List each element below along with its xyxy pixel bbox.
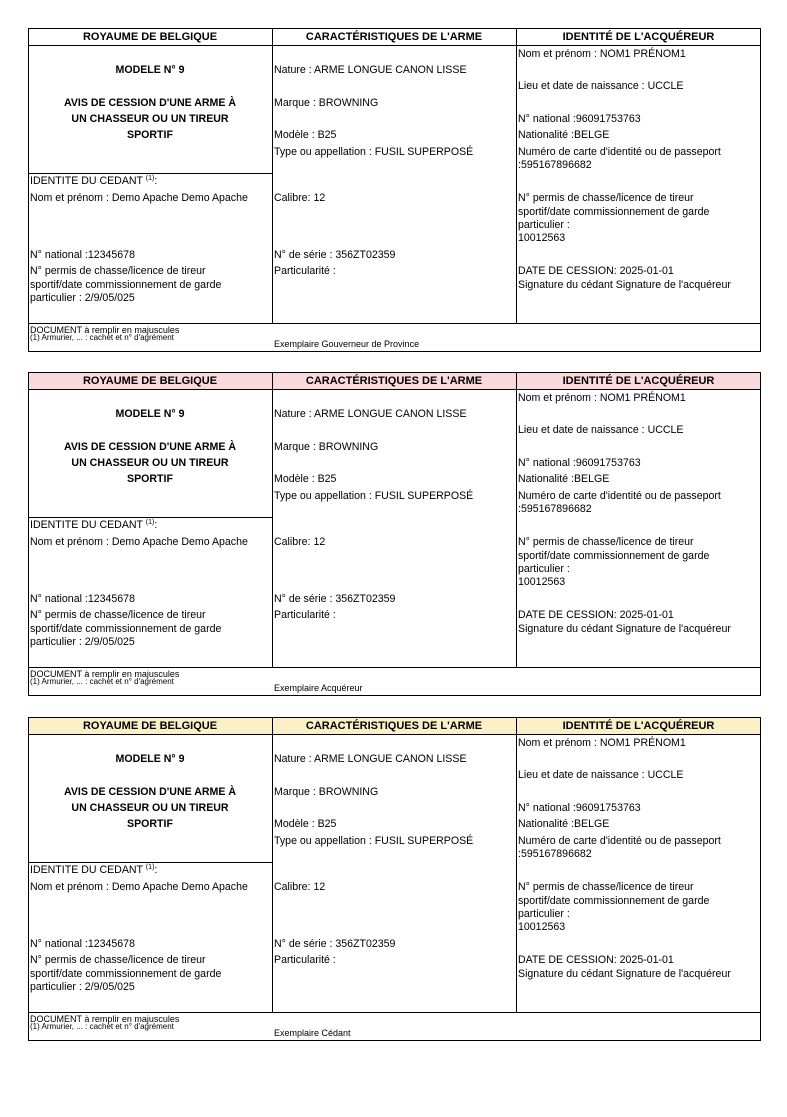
form-title-line: SPORTIF (127, 473, 173, 485)
exemplaire-label: Exemplaire Gouverneur de Province (274, 339, 420, 349)
form-title-line: SPORTIF (127, 818, 173, 830)
acquereur-permit-line: N° permis de chasse/licence de tireur (518, 881, 694, 893)
cedant-name: Nom et prénom : Demo Apache Demo Apache (30, 536, 248, 548)
footer-footnote: (1) Armurier, ... : cachet et n° d'agrément (30, 333, 174, 342)
arme-type: Type ou appellation : FUSIL SUPERPOSÉ (274, 490, 474, 502)
acquereur-national: N° national :96091753763 (518, 113, 641, 125)
header-divider (28, 389, 761, 390)
acquereur-id-line: Numéro de carte d'identité ou de passeport (518, 490, 721, 502)
cession-date: DATE DE CESSION: 2025-01-01 (518, 609, 674, 621)
exemplaire-label: Exemplaire Cédant (274, 1028, 351, 1038)
header-acquereur: IDENTITÉ DE L'ACQUÉREUR (562, 31, 715, 43)
acquereur-nationality: Nationalité :BELGE (518, 818, 610, 830)
arme-nature: Nature : ARME LONGUE CANON LISSE (274, 64, 467, 76)
arme-serie: N° de série : 356ZT02359 (274, 249, 396, 261)
cedant-national: N° national :12345678 (30, 938, 135, 950)
cedant-national: N° national :12345678 (30, 593, 135, 605)
acquereur-name: Nom et prénom : NOM1 PRÉNOM1 (518, 392, 686, 404)
acquereur-permit-line: sportif/date commissionnement de garde (518, 550, 710, 562)
cedant-name: Nom et prénom : Demo Apache Demo Apache (30, 881, 248, 893)
acquereur-nationality: Nationalité :BELGE (518, 473, 610, 485)
footer-footnote: (1) Armurier, ... : cachet et n° d'agrément (30, 1022, 174, 1031)
cedant-permit-line: N° permis de chasse/licence de tireur (30, 265, 206, 277)
acquereur-birth: Lieu et date de naissance : UCCLE (518, 424, 684, 436)
acquereur-nationality: Nationalité :BELGE (518, 129, 610, 141)
header-royaume: ROYAUME DE BELGIQUE (82, 31, 218, 43)
cession-form-copy-1 (28, 28, 761, 358)
column-divider (516, 28, 517, 324)
cession-date: DATE DE CESSION: 2025-01-01 (518, 265, 674, 277)
arme-nature: Nature : ARME LONGUE CANON LISSE (274, 753, 467, 765)
arme-particularite: Particularité : (274, 265, 336, 277)
acquereur-permit-line: sportif/date commissionnement de garde (518, 895, 710, 907)
acquereur-id-line: Numéro de carte d'identité ou de passeport (518, 146, 721, 158)
footer-note: DOCUMENT à remplir en majuscules (30, 669, 180, 679)
arme-serie: N° de série : 356ZT02359 (274, 938, 396, 950)
cedant-name: Nom et prénom : Demo Apache Demo Apache (30, 192, 248, 204)
signature-line: Signature du cédant Signature de l'acquéreur (518, 623, 731, 635)
acquereur-permit-line: 10012563 (518, 232, 566, 244)
cedant-permit-line: N° permis de chasse/licence de tireur (30, 954, 206, 966)
arme-marque: Marque : BROWNING (274, 786, 379, 798)
cedant-permit-line: N° permis de chasse/licence de tireur (30, 609, 206, 621)
model-number: MODELE N° 9 (115, 753, 185, 765)
acquereur-permit-line: particulier : (518, 219, 570, 231)
signature-line: Signature du cédant Signature de l'acquéreur (518, 968, 731, 980)
arme-modele: Modèle : B25 (274, 818, 337, 830)
cedant-heading: IDENTITE DU CEDANT $^{(1)}$: (30, 175, 158, 187)
form-title-line: AVIS DE CESSION D'UNE ARME À (63, 786, 237, 798)
model-number: MODELE N° 9 (115, 64, 185, 76)
footer-divider (28, 1012, 761, 1013)
column-divider (272, 717, 273, 1013)
cedant-permit-line: particulier : 2/9/05/025 (30, 292, 135, 304)
footer-note: DOCUMENT à remplir en majuscules (30, 325, 180, 335)
cedant-divider (28, 517, 272, 518)
header-acquereur: IDENTITÉ DE L'ACQUÉREUR (562, 720, 715, 732)
footer-divider (28, 323, 761, 324)
form-title-line: SPORTIF (127, 129, 173, 141)
arme-type: Type ou appellation : FUSIL SUPERPOSÉ (274, 146, 474, 158)
column-divider (516, 717, 517, 1013)
acquereur-id-line: Numéro de carte d'identité ou de passeport (518, 835, 721, 847)
header-royaume: ROYAUME DE BELGIQUE (82, 375, 218, 387)
arme-calibre: Calibre: 12 (274, 192, 326, 204)
cedant-divider (28, 173, 272, 174)
footer-footnote: (1) Armurier, ... : cachet et n° d'agrément (30, 677, 174, 686)
arme-particularite: Particularité : (274, 954, 336, 966)
header-divider (28, 734, 761, 735)
exemplaire-label: Exemplaire Acquéreur (274, 683, 363, 693)
column-divider (272, 28, 273, 324)
acquereur-national: N° national :96091753763 (518, 457, 641, 469)
cedant-permit-line: sportif/date commissionnement de garde (30, 279, 222, 291)
acquereur-permit-line: 10012563 (518, 576, 566, 588)
acquereur-name: Nom et prénom : NOM1 PRÉNOM1 (518, 737, 686, 749)
acquereur-name: Nom et prénom : NOM1 PRÉNOM1 (518, 48, 686, 60)
column-divider (272, 372, 273, 668)
form-title-line: UN CHASSEUR OU UN TIREUR (71, 113, 229, 125)
cedant-permit-line: particulier : 2/9/05/025 (30, 981, 135, 993)
acquereur-id-line: :595167896682 (518, 503, 592, 515)
form-title-line: AVIS DE CESSION D'UNE ARME À (63, 441, 237, 453)
arme-modele: Modèle : B25 (274, 473, 337, 485)
arme-calibre: Calibre: 12 (274, 536, 326, 548)
cedant-divider (28, 862, 272, 863)
header-royaume: ROYAUME DE BELGIQUE (82, 720, 218, 732)
acquereur-permit-line: 10012563 (518, 921, 566, 933)
signature-line: Signature du cédant Signature de l'acquéreur (518, 279, 731, 291)
header-divider (28, 45, 761, 46)
cedant-national: N° national :12345678 (30, 249, 135, 261)
acquereur-permit-line: N° permis de chasse/licence de tireur (518, 192, 694, 204)
cedant-permit-line: particulier : 2/9/05/025 (30, 636, 135, 648)
form-title-line: UN CHASSEUR OU UN TIREUR (71, 457, 229, 469)
acquereur-national: N° national :96091753763 (518, 802, 641, 814)
form-title-line: UN CHASSEUR OU UN TIREUR (71, 802, 229, 814)
header-arme: CARACTÉRISTIQUES DE L'ARME (305, 720, 483, 732)
cession-form-copy-3 (28, 717, 761, 1047)
arme-serie: N° de série : 356ZT02359 (274, 593, 396, 605)
cession-form-copy-2 (28, 372, 761, 702)
cedant-heading: IDENTITE DU CEDANT $^{(1)}$: (30, 519, 158, 531)
arme-modele: Modèle : B25 (274, 129, 337, 141)
cedant-heading: IDENTITE DU CEDANT $^{(1)}$: (30, 864, 158, 876)
acquereur-birth: Lieu et date de naissance : UCCLE (518, 80, 684, 92)
form-title-line: AVIS DE CESSION D'UNE ARME À (63, 97, 237, 109)
footer-note: DOCUMENT à remplir en majuscules (30, 1014, 180, 1024)
model-number: MODELE N° 9 (115, 408, 185, 420)
acquereur-id-line: :595167896682 (518, 848, 592, 860)
arme-nature: Nature : ARME LONGUE CANON LISSE (274, 408, 467, 420)
header-acquereur: IDENTITÉ DE L'ACQUÉREUR (562, 375, 715, 387)
arme-type: Type ou appellation : FUSIL SUPERPOSÉ (274, 835, 474, 847)
acquereur-birth: Lieu et date de naissance : UCCLE (518, 769, 684, 781)
arme-calibre: Calibre: 12 (274, 881, 326, 893)
column-divider (516, 372, 517, 668)
acquereur-permit-line: N° permis de chasse/licence de tireur (518, 536, 694, 548)
arme-marque: Marque : BROWNING (274, 97, 379, 109)
arme-particularite: Particularité : (274, 609, 336, 621)
acquereur-id-line: :595167896682 (518, 159, 592, 171)
footer-divider (28, 667, 761, 668)
acquereur-permit-line: sportif/date commissionnement de garde (518, 206, 710, 218)
acquereur-permit-line: particulier : (518, 563, 570, 575)
cession-date: DATE DE CESSION: 2025-01-01 (518, 954, 674, 966)
cedant-permit-line: sportif/date commissionnement de garde (30, 623, 222, 635)
header-arme: CARACTÉRISTIQUES DE L'ARME (305, 31, 483, 43)
header-arme: CARACTÉRISTIQUES DE L'ARME (305, 375, 483, 387)
acquereur-permit-line: particulier : (518, 908, 570, 920)
cedant-permit-line: sportif/date commissionnement de garde (30, 968, 222, 980)
arme-marque: Marque : BROWNING (274, 441, 379, 453)
